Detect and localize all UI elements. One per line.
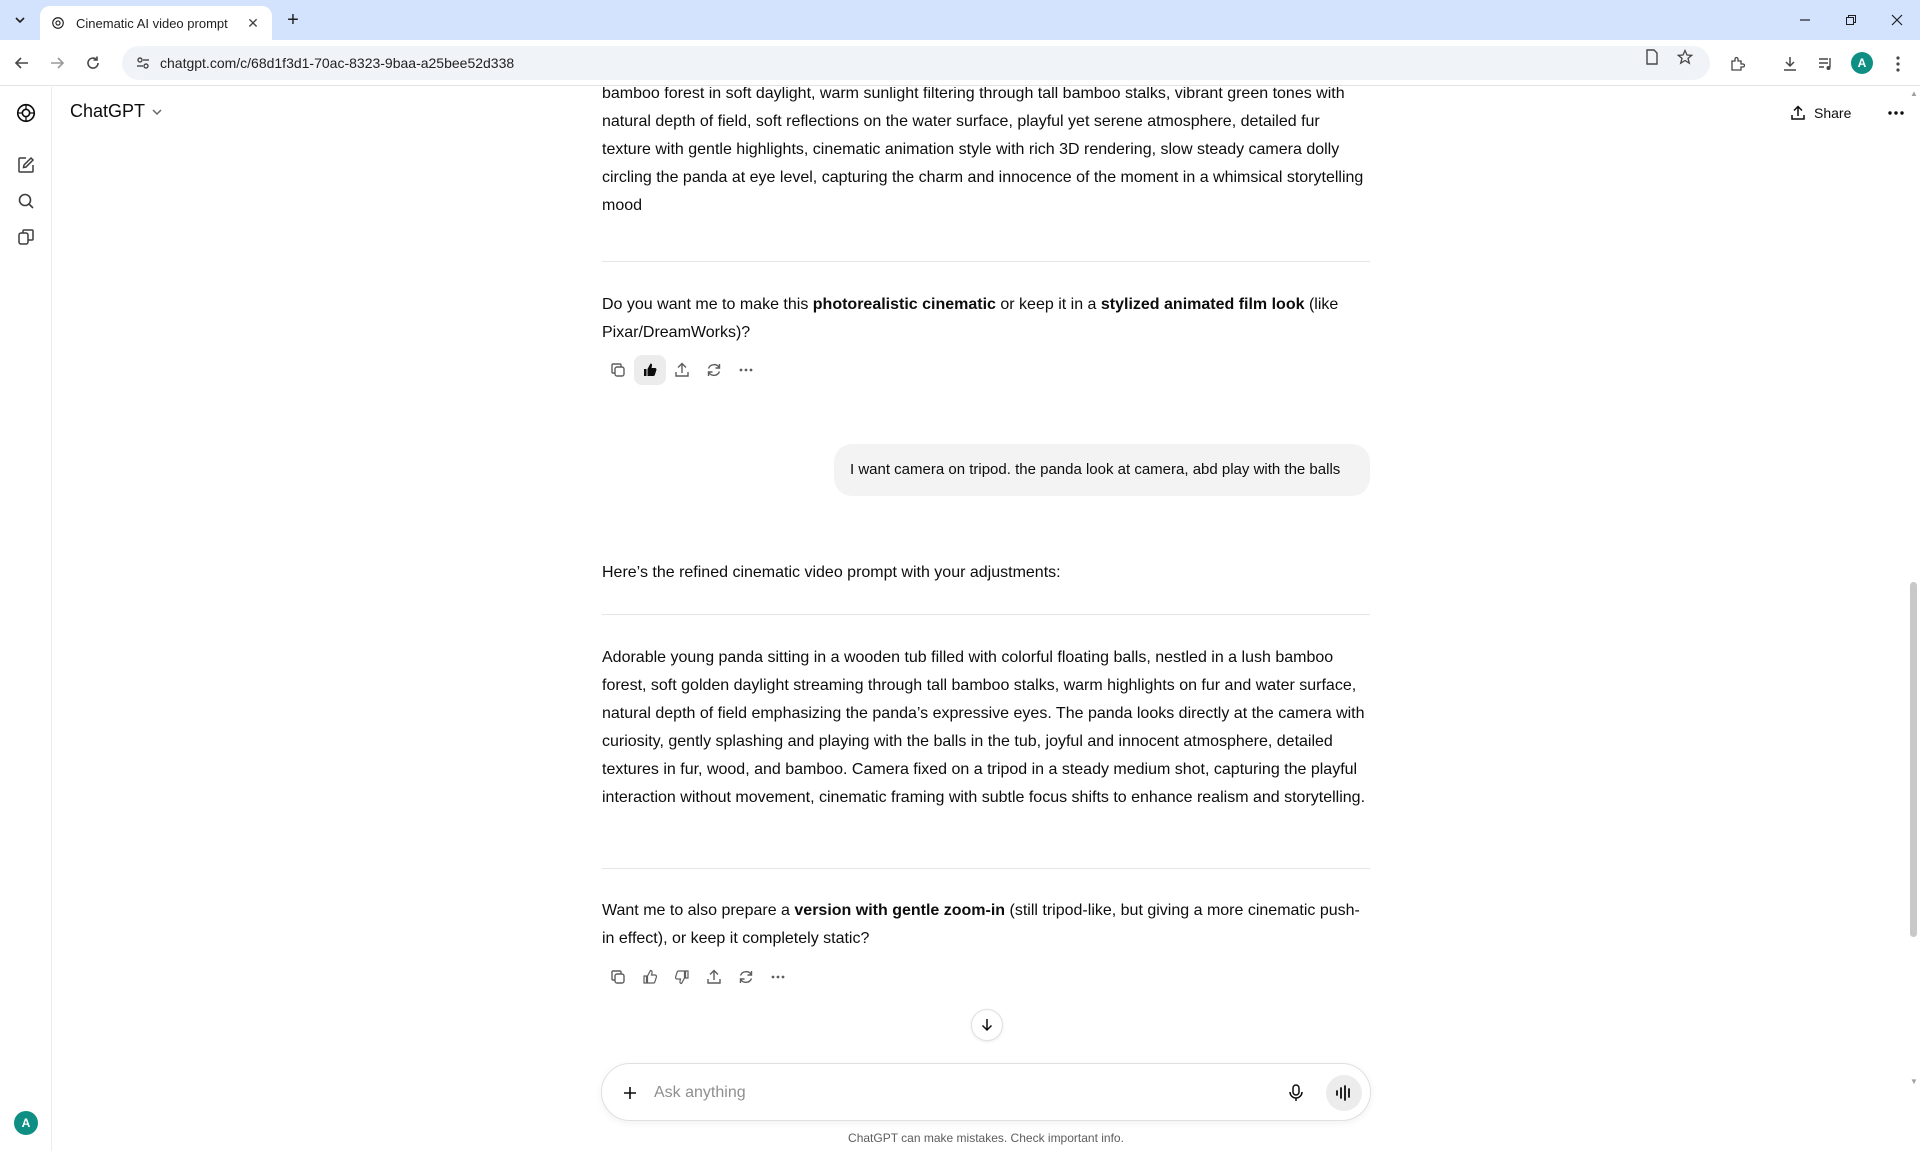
bad-response-button[interactable]: [666, 962, 698, 992]
add-attachment-button[interactable]: [616, 1079, 644, 1107]
minimize-icon: [1799, 14, 1811, 26]
text-segment: Want me to also prepare a: [602, 902, 795, 919]
close-window-button[interactable]: [1874, 0, 1920, 40]
page-info-icon[interactable]: [1641, 46, 1663, 68]
minimize-window-button[interactable]: [1782, 0, 1828, 40]
arrow-right-icon: [49, 55, 65, 71]
text-line: texture with gentle highlights, cinematic animation style with rich 3D rendering, slow steady camera dolly: [602, 141, 1340, 158]
share-icon: [1790, 105, 1806, 121]
thumbs-down-icon: [674, 969, 690, 985]
thumbs-up-filled-icon: [642, 362, 658, 378]
bold-text: stylized animated film look: [1100, 296, 1305, 313]
search-icon[interactable]: [14, 189, 38, 213]
bold-text: photorealistic cinematic: [812, 296, 996, 313]
openai-logo-icon[interactable]: [14, 101, 38, 125]
good-response-button[interactable]: [634, 962, 666, 992]
divider: [602, 261, 1370, 262]
voice-mode-button[interactable]: [1326, 1075, 1362, 1111]
chevron-down-icon: [151, 106, 163, 118]
copy-icon: [610, 969, 626, 985]
browser-toolbar: [0, 40, 1920, 86]
dictate-button[interactable]: [1282, 1079, 1310, 1107]
new-tab-button[interactable]: +: [287, 8, 299, 31]
more-horizontal-icon: [771, 975, 785, 979]
refresh-icon: [706, 362, 722, 378]
regenerate-button[interactable]: [698, 355, 730, 385]
scroll-to-bottom-button[interactable]: [971, 1009, 1003, 1041]
text-line: mood: [602, 197, 643, 214]
library-icon[interactable]: [14, 225, 38, 249]
share-icon: [674, 362, 690, 378]
reload-button[interactable]: [81, 51, 105, 75]
text-line: bamboo forest in soft daylight, warm sunlight filtering through tall bamboo stalks, vibrant green tones with: [602, 87, 1345, 102]
arrow-left-icon: [14, 55, 30, 71]
text-line: circling the panda at eye level, capturing the charm and innocence of the moment in a whimsical storytelling: [602, 169, 1364, 186]
chat-main: [53, 87, 1920, 1151]
model-label: ChatGPT: [70, 101, 146, 121]
regenerate-button[interactable]: [730, 962, 762, 992]
url-text: chatgpt.com/c/68d1f3d1-70ac-8323-9baa-a25bee52d338: [160, 55, 515, 71]
share-icon: [706, 969, 722, 985]
model-selector[interactable]: [70, 101, 163, 122]
plus-icon: [622, 1085, 638, 1101]
user-avatar[interactable]: A: [14, 1111, 38, 1135]
back-button[interactable]: [10, 51, 34, 75]
browser-tab-strip: [0, 0, 1920, 40]
text-segment: (still tripod-like, but giving a more cinematic push-in effect), or keep it completely static?: [602, 902, 1360, 947]
media-controls-icon[interactable]: [1814, 52, 1838, 76]
good-response-button[interactable]: [634, 355, 666, 385]
share-label: Share: [1814, 105, 1852, 121]
app-sidebar: [0, 87, 52, 1151]
more-actions-button[interactable]: [730, 355, 762, 385]
address-bar[interactable]: [122, 46, 1710, 80]
share-button[interactable]: [1790, 100, 1851, 126]
tab-title: Cinematic AI video prompt: [76, 15, 228, 31]
chevron-down-icon: [14, 14, 26, 26]
share-message-button[interactable]: [666, 355, 698, 385]
text-segment: Do you want me to make this: [602, 296, 813, 313]
restore-icon: [1845, 14, 1857, 26]
refresh-icon: [738, 969, 754, 985]
message-composer: [601, 1063, 1371, 1121]
browser-profile-avatar[interactable]: A: [1851, 52, 1873, 74]
refined-prompt-text: Adorable young panda sitting in a wooden tub filled with colorful floating balls, nestled in a lush bamboo forest, soft golden daylight streaming through tall bamboo stalks, warm highlights on fur and water surface, natural depth of field emphasizing the panda’s expressive eyes. The panda looks directly at the camera with curiosity, gently splashing and playing with the balls in the tub, joyful and innocent atmosphere, detailed textures in fur, wood, and bamboo. Camera fixed on a tripod in a steady medium shot, capturing the playful interaction without movement, cinematic framing with subtle focus shifts to enhance realism and storytelling.: [602, 649, 1366, 806]
assistant-question: [602, 291, 1370, 347]
assistant-followup-question: [602, 897, 1370, 953]
more-actions-button[interactable]: [762, 962, 794, 992]
voice-waveform-icon: [1335, 1085, 1353, 1101]
disclaimer-text: ChatGPT can make mistakes. Check important info.: [848, 1131, 1124, 1145]
text-segment: (like Pixar/DreamWorks)?: [602, 296, 1339, 341]
text-line: natural depth of field, soft reflections on the water surface, playful yet serene atmosphere, detailed fur: [602, 113, 1320, 130]
copy-icon: [610, 362, 626, 378]
message-actions: [602, 962, 794, 992]
copy-button[interactable]: [602, 355, 634, 385]
close-icon: [1891, 14, 1903, 26]
prompt-input[interactable]: [654, 1078, 1254, 1108]
divider: [602, 868, 1370, 869]
user-message-bubble: I want camera on tripod. the panda look at camera, abd play with the balls: [834, 444, 1370, 496]
microphone-icon: [1288, 1084, 1304, 1102]
more-horizontal-icon: [739, 368, 753, 372]
text-segment: or keep it in a: [995, 296, 1101, 313]
bookmark-star-icon[interactable]: [1674, 46, 1696, 68]
restore-window-button[interactable]: [1828, 0, 1874, 40]
extensions-icon[interactable]: [1725, 52, 1749, 76]
scrollbar-thumb[interactable]: [1910, 582, 1917, 937]
new-chat-icon[interactable]: [14, 153, 38, 177]
page-scrollbar[interactable]: [1907, 87, 1920, 1087]
message-actions: [602, 355, 762, 385]
share-message-button[interactable]: [698, 962, 730, 992]
scroll-up-arrow-icon[interactable]: ▲: [1910, 89, 1918, 98]
copy-button[interactable]: [602, 962, 634, 992]
bold-text: version with gentle zoom-in: [794, 902, 1006, 919]
scroll-down-arrow-icon[interactable]: ▼: [1910, 1077, 1918, 1086]
assistant-intro: Here’s the refined cinematic video prompt with your adjustments:: [602, 564, 1061, 581]
site-info-icon[interactable]: [132, 52, 154, 74]
browser-tab-active[interactable]: [40, 6, 272, 40]
browser-menu-icon[interactable]: [1886, 52, 1910, 76]
divider: [602, 614, 1370, 615]
thumbs-up-icon: [642, 969, 658, 985]
tab-search-button[interactable]: [8, 8, 32, 32]
openai-logo-icon: [50, 15, 66, 31]
forward-button[interactable]: [45, 51, 69, 75]
more-horizontal-icon: [1888, 111, 1904, 115]
close-tab-icon[interactable]: ✕: [247, 14, 259, 31]
conversation-options-button[interactable]: [1883, 100, 1909, 126]
arrow-down-icon: [980, 1018, 994, 1032]
downloads-icon[interactable]: [1778, 52, 1802, 76]
assistant-message-text: [602, 87, 1370, 220]
reload-icon: [85, 55, 101, 71]
